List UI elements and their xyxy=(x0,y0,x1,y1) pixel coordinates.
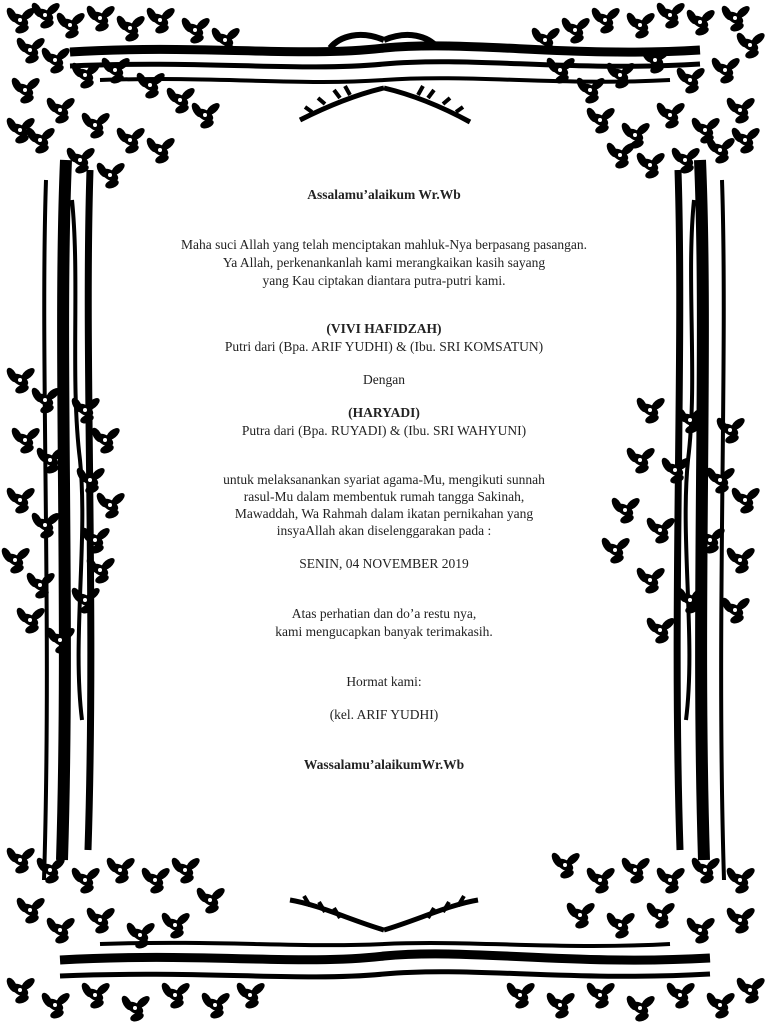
thanks-line-1: Atas perhatian dan do’a restu nya, xyxy=(291,606,477,621)
thanks-line-2: kami mengucapkan banyak terimakasih. xyxy=(275,624,493,639)
sender: (kel. ARIF YUDHI) xyxy=(329,707,439,722)
purpose-line-3: Mawaddah, Wa Rahmah dalam ikatan pernikahan yang xyxy=(234,506,534,521)
event-date: SENIN, 04 NOVEMBER 2019 xyxy=(299,556,469,571)
purpose-line-4: insyaAllah akan diselenggarakan pada : xyxy=(276,523,492,538)
top-beam xyxy=(70,35,700,122)
groom-parents: Putra dari (Bpa. RUYADI) & (Ibu. SRI WAHYUNI) xyxy=(241,423,527,438)
greeting: Assalamu’alaikum Wr.Wb xyxy=(307,187,461,202)
intro-line-1: Maha suci Allah yang telah menciptakan mahluk-Nya berpasang pasangan. xyxy=(181,237,587,252)
foliage-bottom-right xyxy=(505,851,767,1023)
groom-name: (HARYADI) xyxy=(348,405,420,420)
connector: Dengan xyxy=(363,372,405,387)
right-pillar xyxy=(677,160,724,880)
bottom-beam xyxy=(60,896,710,977)
bride-name: (VIVI HAFIDZAH) xyxy=(326,321,442,336)
bride-parents: Putri dari (Bpa. ARIF YUDHI) & (Ibu. SRI KOMSATUN) xyxy=(224,339,544,354)
intro-line-2: Ya Allah, perkenankanlah kami merangkaikan kasih sayang xyxy=(222,255,546,270)
purpose-line-2: rasul-Mu dalam membentuk rumah tangga Sakinah, xyxy=(243,489,525,504)
purpose-line-1: untuk melaksanankan syariat agama-Mu, mengikuti sunnah xyxy=(223,472,545,487)
foliage-top-right xyxy=(530,1,767,180)
closing: Wassalamu’alaikumWr.Wb xyxy=(303,757,465,772)
foliage-top-left xyxy=(5,1,242,190)
intro-line-3: yang Kau ciptakan diantara putra-putri kami. xyxy=(262,273,506,288)
regards: Hormat kami: xyxy=(346,674,422,689)
